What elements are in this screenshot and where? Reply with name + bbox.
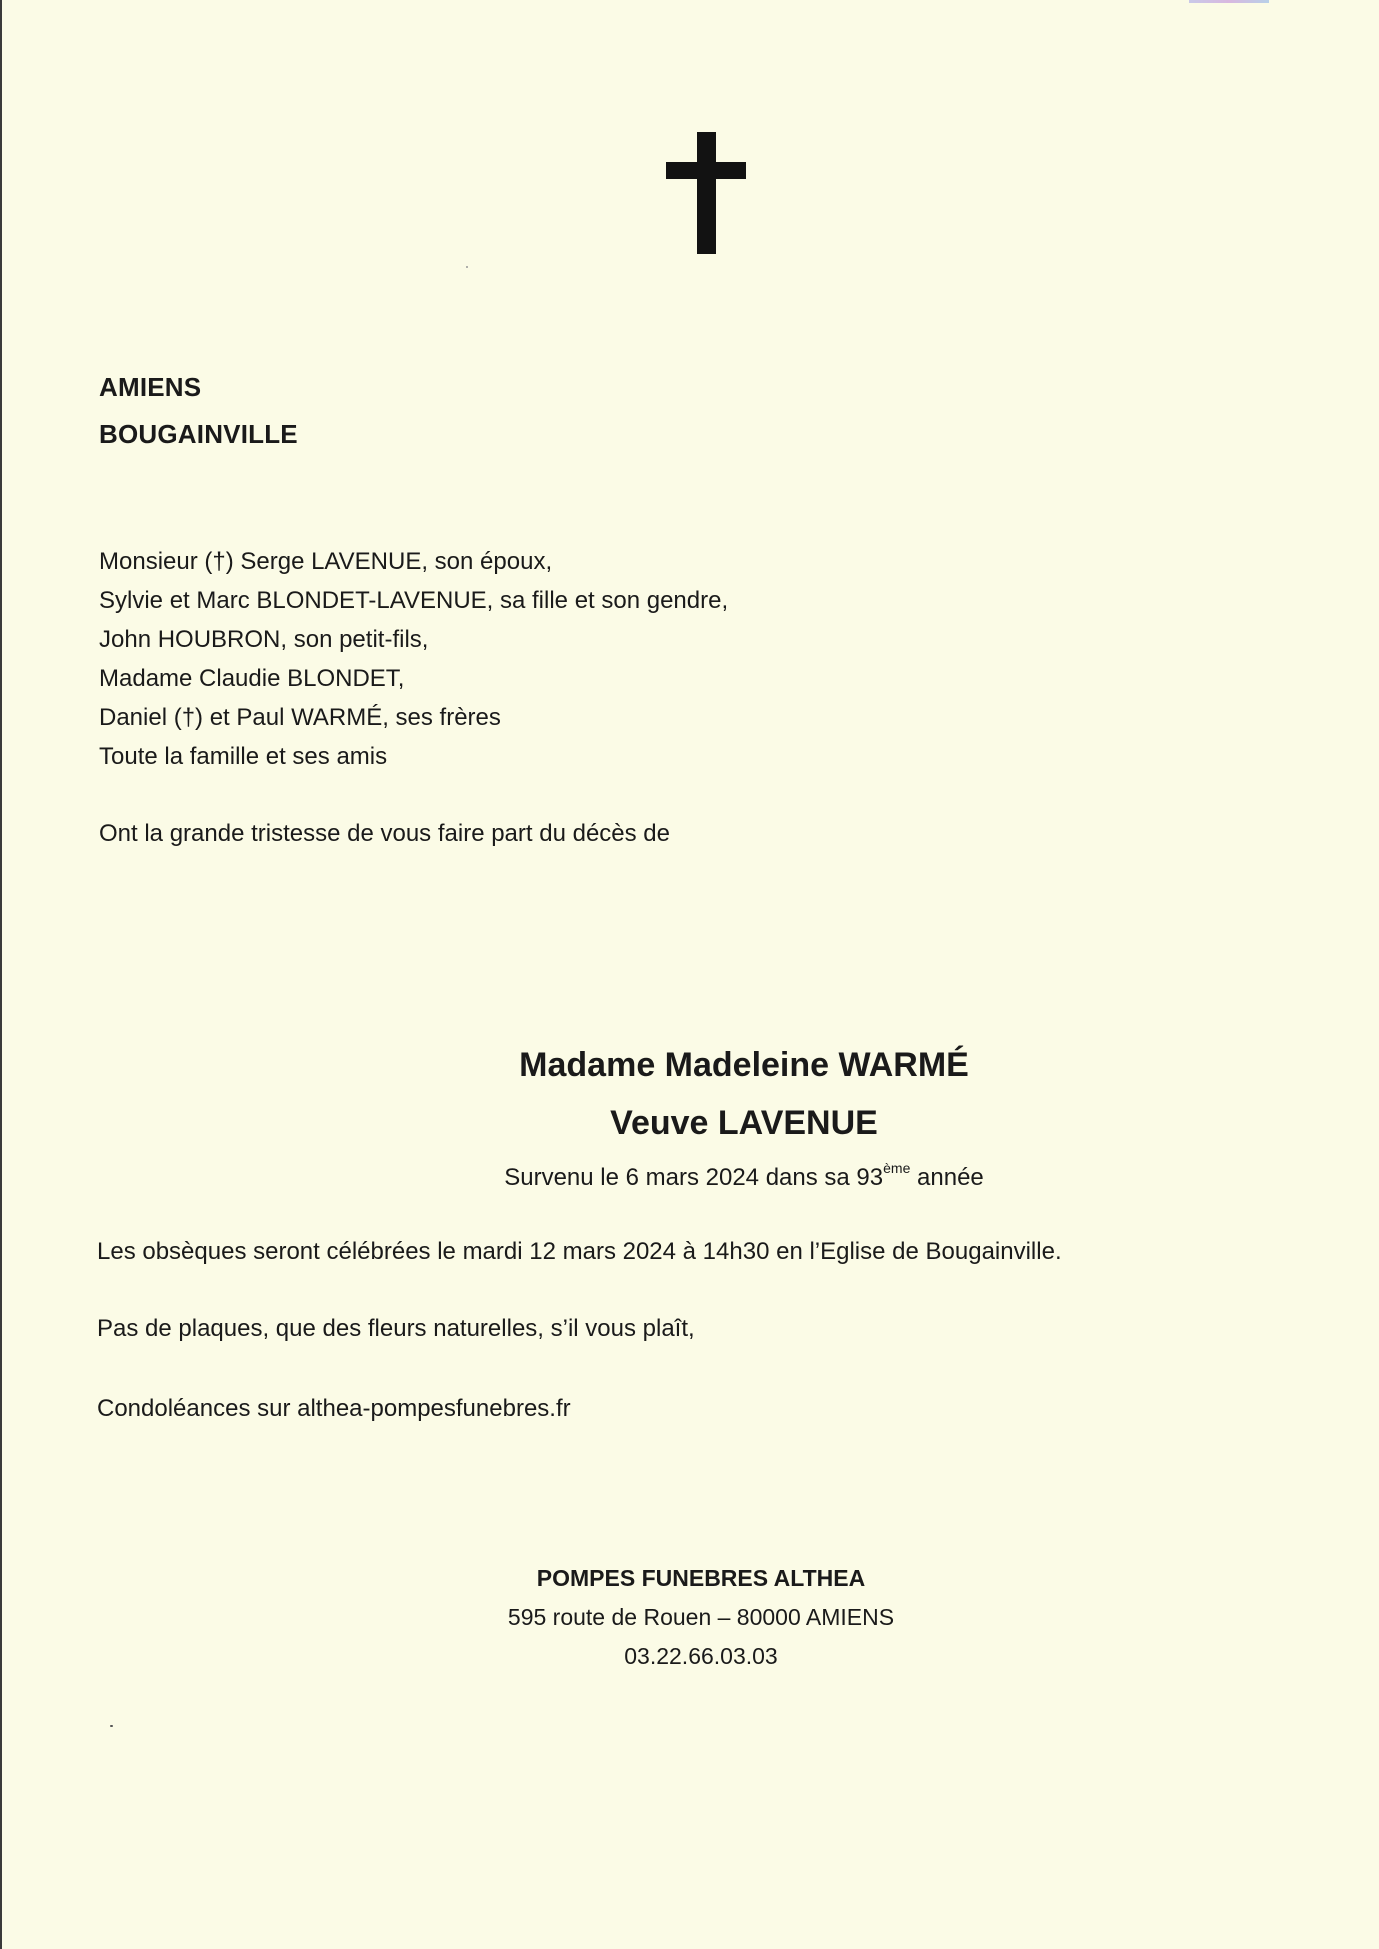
deceased-status: Veuve LAVENUE xyxy=(610,1104,878,1142)
scan-speck xyxy=(110,1725,113,1727)
death-date: Survenu le 6 mars 2024 dans sa 93ème année xyxy=(504,1160,984,1191)
scan-artifact xyxy=(1189,0,1269,3)
family-line: Madame Claudie BLONDET, xyxy=(99,665,405,692)
scan-speck xyxy=(466,266,468,268)
family-line: John HOUBRON, son petit-fils, xyxy=(99,626,429,653)
funeral-details: Les obsèques seront célébrées le mardi 12 mars 2024 à 14h30 en l’Eglise de Bougainville. xyxy=(97,1238,1062,1265)
agency-name: POMPES FUNEBRES ALTHEA xyxy=(536,1565,866,1591)
condolences-link: Condoléances sur althea-pompesfunebres.fr xyxy=(97,1395,571,1422)
flowers-note: Pas de plaques, que des fleurs naturelles, s’il vous plaît, xyxy=(97,1315,695,1342)
family-list xyxy=(99,544,728,778)
cross-icon xyxy=(666,132,746,254)
family-line: Daniel (†) et Paul WARMÉ, ses frères xyxy=(99,704,501,731)
agency-phone: 03.22.66.03.03 xyxy=(624,1643,778,1669)
family-line: Sylvie et Marc BLONDET-LAVENUE, sa fille et son gendre, xyxy=(99,587,729,614)
location-city: AMIENS xyxy=(99,372,202,402)
announcement-intro: Ont la grande tristesse de vous faire part du décès de xyxy=(99,820,670,847)
agency-address: 595 route de Rouen – 80000 AMIENS xyxy=(507,1604,895,1630)
family-line: Toute la famille et ses amis xyxy=(99,743,388,770)
family-line: Monsieur (†) Serge LAVENUE, son époux, xyxy=(99,548,553,575)
ordinal-suffix: ème xyxy=(883,1160,911,1176)
location-village: BOUGAINVILLE xyxy=(99,419,298,449)
deceased-name: Madame Madeleine WARMÉ xyxy=(519,1046,969,1084)
